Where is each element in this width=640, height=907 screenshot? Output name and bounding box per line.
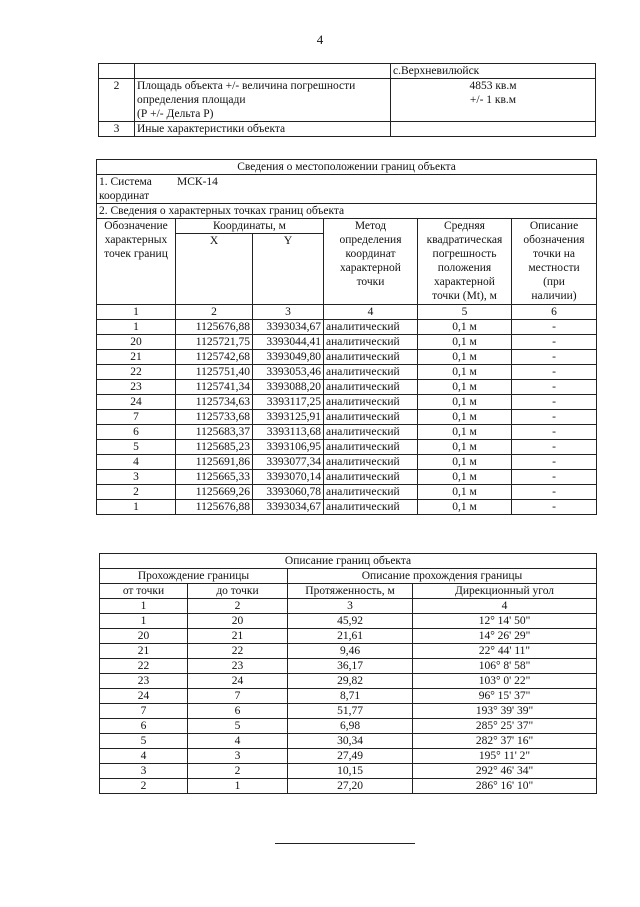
segment-to: 4	[188, 734, 288, 749]
point-id: 7	[97, 410, 176, 425]
point-id: 20	[97, 335, 176, 350]
table-row	[97, 350, 597, 365]
coordinate-system: 1. Система МСК-14 координат	[97, 175, 597, 204]
point-error: 0,1 м	[418, 320, 512, 335]
point-id: 5	[97, 440, 176, 455]
segment-angle: 96° 15' 37"	[413, 689, 597, 704]
boundary-title: Описание границ объекта	[100, 554, 597, 569]
segment-length: 27,20	[288, 779, 413, 794]
point-method: аналитический	[324, 395, 418, 410]
location-title: Сведения о местоположении границ объекта	[97, 160, 597, 175]
segment-from: 23	[100, 674, 188, 689]
point-error: 0,1 м	[418, 365, 512, 380]
segment-angle: 14° 26' 29"	[413, 629, 597, 644]
point-y: 3393125,91	[253, 410, 324, 425]
table-row	[100, 629, 597, 644]
point-x: 1125676,88	[176, 500, 253, 515]
point-error: 0,1 м	[418, 410, 512, 425]
point-method: аналитический	[324, 350, 418, 365]
segment-to: 22	[188, 644, 288, 659]
table-row	[97, 320, 597, 335]
point-method: аналитический	[324, 410, 418, 425]
designation-header: Обозначение характерных точек границ	[97, 219, 176, 305]
point-id: 4	[97, 455, 176, 470]
segment-length: 30,34	[288, 734, 413, 749]
table-row	[99, 122, 596, 137]
segment-length: 21,61	[288, 629, 413, 644]
table-row	[97, 470, 597, 485]
table-row	[100, 779, 597, 794]
point-id: 22	[97, 365, 176, 380]
point-description: -	[512, 485, 597, 500]
table-row	[97, 395, 597, 410]
column-number: 1	[97, 305, 176, 320]
point-y: 3393053,46	[253, 365, 324, 380]
point-error: 0,1 м	[418, 500, 512, 515]
point-x: 1125751,40	[176, 365, 253, 380]
point-id: 23	[97, 380, 176, 395]
point-id: 21	[97, 350, 176, 365]
point-description: -	[512, 500, 597, 515]
point-method: аналитический	[324, 500, 418, 515]
segment-angle: 12° 14' 50"	[413, 614, 597, 629]
point-method: аналитический	[324, 335, 418, 350]
point-y: 3393106,95	[253, 440, 324, 455]
table-row	[97, 335, 597, 350]
point-y: 3393060,78	[253, 485, 324, 500]
method-header: Метод определения координат характерной точки	[324, 219, 418, 305]
table-row	[97, 410, 597, 425]
object-characteristics-table	[98, 63, 596, 137]
other-characteristics-label: Иные характеристики объекта	[135, 122, 391, 137]
point-method: аналитический	[324, 365, 418, 380]
segment-length: 29,82	[288, 674, 413, 689]
point-error: 0,1 м	[418, 395, 512, 410]
to-header: до точки	[188, 584, 288, 599]
point-id: 1	[97, 500, 176, 515]
segment-to: 21	[188, 629, 288, 644]
area-value: 4853 кв.м +/- 1 кв.м	[391, 79, 596, 122]
angle-header: Дирекционный угол	[413, 584, 597, 599]
segment-to: 24	[188, 674, 288, 689]
table-row	[100, 749, 597, 764]
segment-from: 24	[100, 689, 188, 704]
point-description: -	[512, 380, 597, 395]
area-label: Площадь объекта +/- величина погрешности определения площади (Р +/- Дельта Р)	[135, 79, 391, 122]
segment-angle: 282° 37' 16"	[413, 734, 597, 749]
point-y: 3393117,25	[253, 395, 324, 410]
segment-from: 20	[100, 629, 188, 644]
point-y: 3393070,14	[253, 470, 324, 485]
point-description: -	[512, 410, 597, 425]
point-x: 1125669,26	[176, 485, 253, 500]
segment-from: 3	[100, 764, 188, 779]
segment-to: 5	[188, 719, 288, 734]
settlement-name: с.Верхневилюйск	[391, 64, 596, 79]
table-row	[100, 614, 597, 629]
point-id: 6	[97, 425, 176, 440]
point-x: 1125676,88	[176, 320, 253, 335]
row-number: 2	[99, 79, 135, 122]
point-description: -	[512, 440, 597, 455]
segment-angle: 22° 44' 11"	[413, 644, 597, 659]
point-x: 1125721,75	[176, 335, 253, 350]
segment-length: 8,71	[288, 689, 413, 704]
point-y: 3393034,67	[253, 320, 324, 335]
table-row	[97, 500, 597, 515]
point-x: 1125691,86	[176, 455, 253, 470]
point-x: 1125734,63	[176, 395, 253, 410]
length-header: Протяженность, м	[288, 584, 413, 599]
point-description: -	[512, 320, 597, 335]
segment-length: 36,17	[288, 659, 413, 674]
segment-angle: 285° 25' 37"	[413, 719, 597, 734]
point-method: аналитический	[324, 470, 418, 485]
column-number: 6	[512, 305, 597, 320]
point-x: 1125665,33	[176, 470, 253, 485]
segment-length: 6,98	[288, 719, 413, 734]
point-x: 1125683,37	[176, 425, 253, 440]
column-number: 2	[188, 599, 288, 614]
point-y: 3393044,41	[253, 335, 324, 350]
table-row	[97, 440, 597, 455]
points-heading: 2. Сведения о характерных точках границ объекта	[97, 204, 597, 219]
segment-from: 1	[100, 614, 188, 629]
point-method: аналитический	[324, 320, 418, 335]
table-row	[100, 704, 597, 719]
point-error: 0,1 м	[418, 485, 512, 500]
point-x: 1125685,23	[176, 440, 253, 455]
segment-to: 6	[188, 704, 288, 719]
segment-length: 45,92	[288, 614, 413, 629]
table-row	[100, 674, 597, 689]
segment-to: 2	[188, 764, 288, 779]
column-number: 4	[413, 599, 597, 614]
point-y: 3393077,34	[253, 455, 324, 470]
column-number: 3	[288, 599, 413, 614]
segment-from: 6	[100, 719, 188, 734]
point-method: аналитический	[324, 380, 418, 395]
from-header: от точки	[100, 584, 188, 599]
point-x: 1125741,34	[176, 380, 253, 395]
table-row	[100, 689, 597, 704]
segment-to: 3	[188, 749, 288, 764]
segment-to: 1	[188, 779, 288, 794]
table-row	[100, 734, 597, 749]
segment-from: 7	[100, 704, 188, 719]
segment-angle: 292° 46' 34"	[413, 764, 597, 779]
table-row	[97, 380, 597, 395]
passage-desc-header: Описание прохождения границы	[288, 569, 597, 584]
point-y: 3393034,67	[253, 500, 324, 515]
table-row	[100, 659, 597, 674]
point-description: -	[512, 470, 597, 485]
segment-length: 9,46	[288, 644, 413, 659]
column-number: 1	[100, 599, 188, 614]
segment-from: 22	[100, 659, 188, 674]
column-number: 4	[324, 305, 418, 320]
boundary-table	[99, 553, 597, 794]
point-description: -	[512, 365, 597, 380]
point-y: 3393049,80	[253, 350, 324, 365]
segment-angle: 286° 16' 10"	[413, 779, 597, 794]
segment-angle: 193° 39' 39"	[413, 704, 597, 719]
point-y: 3393088,20	[253, 380, 324, 395]
row-number: 3	[99, 122, 135, 137]
point-method: аналитический	[324, 455, 418, 470]
segment-to: 23	[188, 659, 288, 674]
table-row	[97, 425, 597, 440]
footer-divider	[275, 843, 415, 844]
table-row	[97, 455, 597, 470]
description-header: Описание обозначения точки на местности (при наличии)	[512, 219, 597, 305]
table-row	[99, 64, 596, 79]
x-header: X	[176, 234, 253, 305]
table-row	[97, 485, 597, 500]
point-error: 0,1 м	[418, 350, 512, 365]
page-number: 4	[316, 32, 324, 47]
table-row	[99, 79, 596, 122]
point-description: -	[512, 350, 597, 365]
point-error: 0,1 м	[418, 440, 512, 455]
point-description: -	[512, 335, 597, 350]
segment-length: 27,49	[288, 749, 413, 764]
point-description: -	[512, 455, 597, 470]
point-id: 2	[97, 485, 176, 500]
segment-length: 51,77	[288, 704, 413, 719]
table-row	[100, 644, 597, 659]
segment-from: 5	[100, 734, 188, 749]
segment-angle: 106° 8' 58"	[413, 659, 597, 674]
point-description: -	[512, 425, 597, 440]
segment-length: 10,15	[288, 764, 413, 779]
segment-to: 7	[188, 689, 288, 704]
point-id: 24	[97, 395, 176, 410]
segment-from: 2	[100, 779, 188, 794]
point-id: 3	[97, 470, 176, 485]
point-description: -	[512, 395, 597, 410]
passage-header: Прохождение границы	[100, 569, 288, 584]
column-number: 5	[418, 305, 512, 320]
point-error: 0,1 м	[418, 380, 512, 395]
table-row	[100, 764, 597, 779]
column-number: 2	[176, 305, 253, 320]
point-error: 0,1 м	[418, 470, 512, 485]
point-method: аналитический	[324, 485, 418, 500]
column-number: 3	[253, 305, 324, 320]
segment-to: 20	[188, 614, 288, 629]
point-id: 1	[97, 320, 176, 335]
point-x: 1125733,68	[176, 410, 253, 425]
point-x: 1125742,68	[176, 350, 253, 365]
point-error: 0,1 м	[418, 335, 512, 350]
coordinate-system-value: МСК-14	[177, 176, 218, 188]
table-row	[100, 719, 597, 734]
y-header: Y	[253, 234, 324, 305]
point-method: аналитический	[324, 440, 418, 455]
error-header: Средняя квадратическая погрешность положения характерной точки (Mt), м	[418, 219, 512, 305]
coords-header: Координаты, м	[176, 219, 324, 234]
segment-angle: 103° 0' 22"	[413, 674, 597, 689]
point-method: аналитический	[324, 425, 418, 440]
segment-from: 4	[100, 749, 188, 764]
location-table	[96, 159, 597, 515]
segment-angle: 195° 11' 2"	[413, 749, 597, 764]
point-error: 0,1 м	[418, 425, 512, 440]
point-y: 3393113,68	[253, 425, 324, 440]
table-row	[97, 365, 597, 380]
segment-from: 21	[100, 644, 188, 659]
point-error: 0,1 м	[418, 455, 512, 470]
